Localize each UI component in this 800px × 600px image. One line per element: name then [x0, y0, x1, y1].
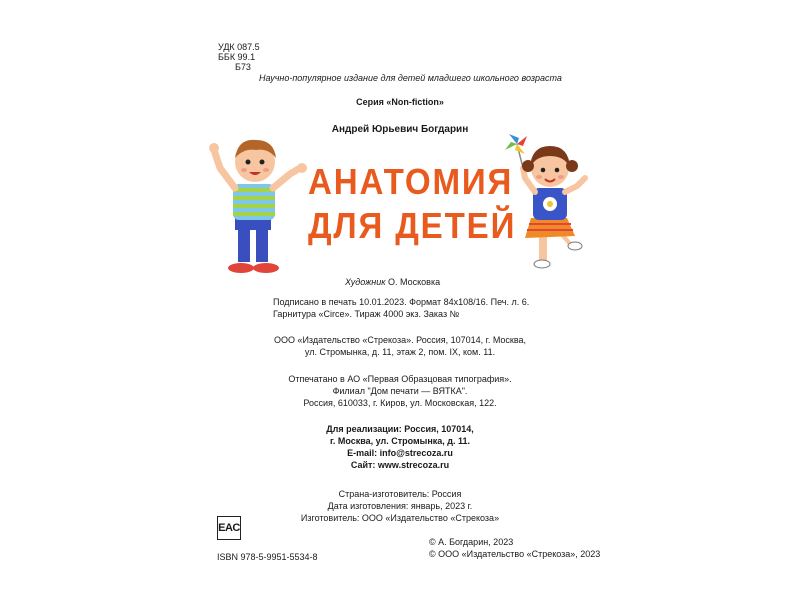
eac-certification-mark: EAC: [217, 516, 241, 540]
print-info: [273, 296, 529, 320]
illustrator-role: Художник: [345, 277, 386, 287]
title-line-2: ДЛЯ ДЕТЕЙ: [308, 205, 517, 246]
title-line-1: АНАТОМИЯ: [308, 161, 514, 202]
manufacturer-info-line: Дата изготовления: январь, 2023 г.: [327, 501, 473, 511]
publisher-info-line: ул. Стромынка, д. 11, этаж 2, пом. IX, ком. 11.: [304, 347, 496, 357]
author-code: Б73: [235, 62, 251, 72]
copyright-line: © А. Богдарин, 2023: [429, 537, 514, 547]
classification-block: [218, 42, 260, 72]
printer-info-line: Филиал "Дом печати — ВЯТКА".: [332, 386, 468, 396]
bbk-code: ББК 99.1: [218, 52, 256, 62]
udk-code: УДК 087.5: [218, 42, 260, 52]
printer-info: [0, 373, 800, 409]
author-name: Андрей Юрьевич Богдарин: [331, 124, 469, 135]
sales-info: [0, 423, 800, 471]
sales-info-line: Для реализации: Россия, 107014,: [326, 424, 474, 434]
print-info-line: Гарнитура «Circe». Тираж 4000 экз. Заказ №: [273, 309, 460, 319]
boy-illustration: [208, 128, 320, 278]
manufacturer-info-line: Страна-изготовитель: Россия: [338, 489, 462, 499]
printer-info-line: Россия, 610033, г. Киров, ул. Московская, 122.: [303, 398, 497, 408]
sales-info-line: E-mail: info@strecoza.ru: [347, 448, 453, 458]
printer-info-line: Отпечатано в АО «Первая Образцовая типография».: [288, 374, 512, 384]
isbn: ISBN 978-5-9951-5534-8: [217, 552, 318, 562]
manufacturer-info-line: Изготовитель: ООО «Издательство «Стрекоза»: [300, 513, 500, 523]
illustrator-name: О. Московка: [388, 277, 441, 287]
publisher-info: [0, 334, 800, 358]
manufacturer-info: [0, 488, 800, 524]
copyright-line: © ООО «Издательство «Стрекоза», 2023: [429, 549, 601, 559]
publisher-info-line: ООО «Издательство «Стрекоза». Россия, 107014, г. Москва,: [273, 335, 527, 345]
girl-illustration: [495, 126, 600, 276]
illustrator-line: [345, 277, 440, 287]
print-info-line: Подписано в печать 10.01.2023. Формат 84х108/16. Печ. л. 6.: [273, 297, 530, 307]
audience-note: Научно-популярное издание для детей младшего школьного возраста: [259, 73, 562, 83]
copyright-block: [429, 536, 600, 560]
book-title: [308, 160, 517, 248]
sales-info-line: Сайт: www.strecoza.ru: [350, 460, 450, 470]
sales-info-line: г. Москва, ул. Стромынка, д. 11.: [329, 436, 471, 446]
series-label: Серия «Non-fiction»: [356, 97, 444, 107]
